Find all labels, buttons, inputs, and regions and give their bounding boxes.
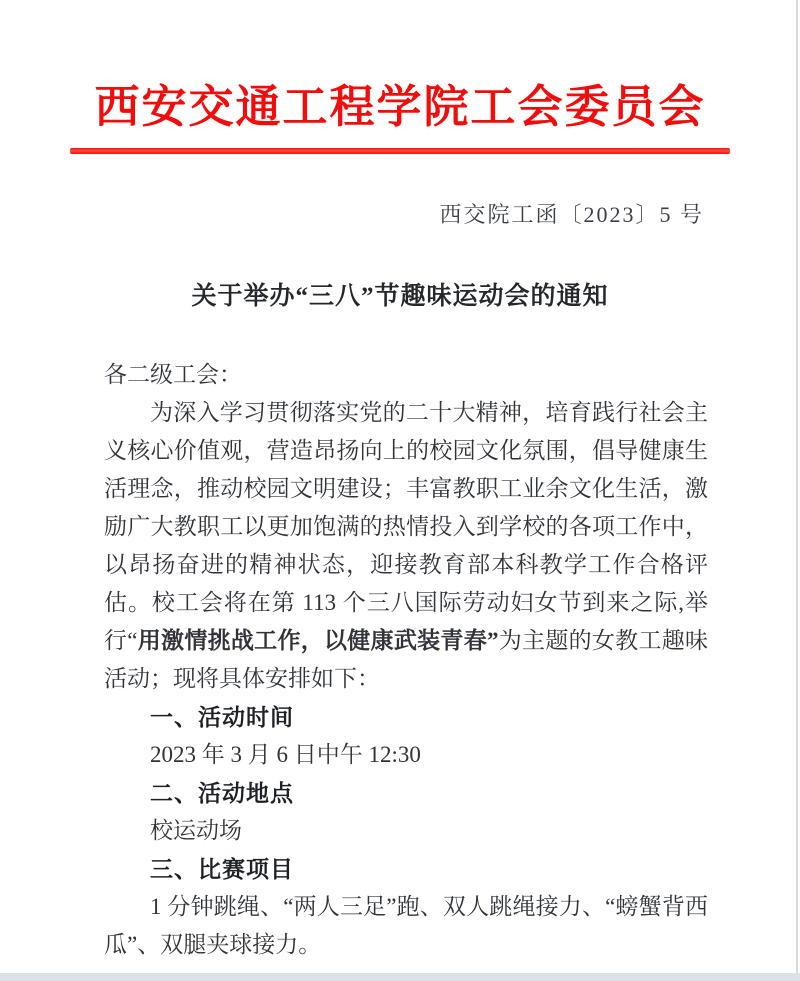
document-body [0, 356, 800, 964]
page-right-edge-line [796, 0, 798, 981]
notice-title: 关于举办“三八”节趣味运动会的通知 [191, 283, 609, 310]
section-2-content: 校运动场 [150, 818, 242, 843]
section-1-content: 2023 年 3 月 6 日中午 12:30 [150, 742, 421, 767]
document-header-title: 西安交通工程学院工会委员会 [94, 82, 706, 132]
body-paragraph [104, 394, 708, 698]
section-3-content: 1 分钟跳绳、“两人三足”跑、双人跳绳接力、“螃蟹背西瓜”、双腿夹球接力。 [104, 894, 708, 957]
section-3-heading: 三、比赛项目 [150, 856, 294, 882]
page-bottom-edge-strip [0, 973, 800, 981]
salutation: 各二级工会： [104, 362, 242, 387]
body-paragraph-tail: 为主题的女教工趣味活动；现将具体安排如下： [104, 628, 709, 691]
header-divider-rule [70, 148, 730, 154]
body-paragraph-theme-bold: 用激情挑战工作，以健康武装青春” [137, 628, 499, 653]
document-number: 西交院工函〔2023〕5 号 [439, 202, 704, 227]
section-1-heading: 一、活动时间 [150, 704, 294, 730]
body-paragraph-text: 为深入学习贯彻落实党的二十大精神，培育践行社会主义核心价值观，营造昂扬向上的校园文化氛围，倡导健康生活理念，推动校园文明建设；丰富教职工业余文化生活，激励广大教职工以更加饱满的热情投入到学校的各项工作中，以昂扬奋进的精神状态，迎接教育部本科教学工作合格评估。校工会将在第 113 个三八国际劳动妇女节到来之际,举行“ [104, 400, 708, 653]
section-2-heading: 二、活动地点 [150, 780, 294, 806]
